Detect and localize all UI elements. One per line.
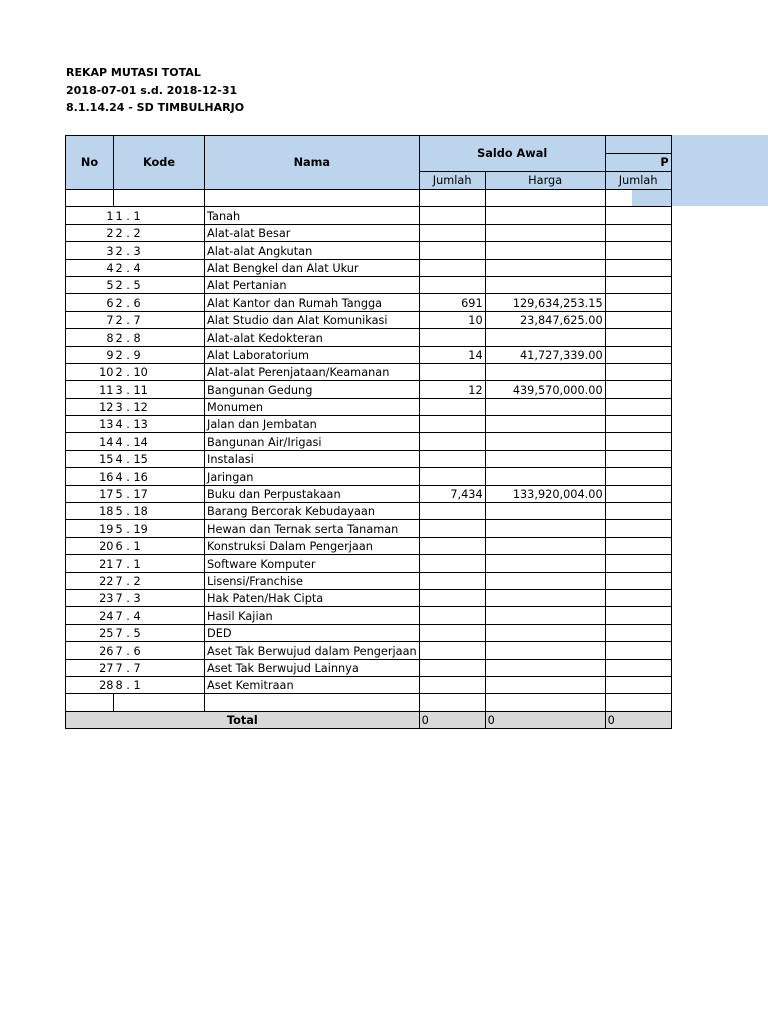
- row-no: 16: [66, 468, 114, 485]
- report-title: REKAP MUTASI TOTAL: [66, 66, 201, 79]
- row-kode: 5 . 17: [114, 485, 205, 502]
- total-row: [66, 711, 672, 728]
- row-nama: Jaringan: [205, 468, 420, 485]
- report-period: 2018-07-01 s.d. 2018-12-31: [66, 83, 238, 97]
- row-no: 27: [66, 659, 114, 676]
- row-no: 9: [66, 346, 114, 363]
- row-jumlah-2: [605, 589, 671, 606]
- row-no: 21: [66, 555, 114, 572]
- row-nama: Tanah: [205, 207, 420, 224]
- row-harga: 439,570,000.00: [485, 381, 605, 398]
- table-row: [66, 224, 672, 241]
- row-kode: 7 . 7: [114, 659, 205, 676]
- header-kode: Kode: [114, 136, 205, 190]
- row-jumlah: [419, 642, 485, 659]
- row-jumlah-2: [605, 311, 671, 328]
- table-row: [66, 207, 672, 224]
- row-harga: [485, 607, 605, 624]
- row-jumlah: [419, 224, 485, 241]
- table-row: [66, 589, 672, 606]
- row-jumlah-2: [605, 398, 671, 415]
- table-row: [66, 242, 672, 259]
- row-jumlah-2: [605, 242, 671, 259]
- row-nama: Aset Tak Berwujud dalam Pengerjaan: [205, 642, 420, 659]
- row-no: 15: [66, 450, 114, 467]
- row-no: 13: [66, 416, 114, 433]
- row-harga: [485, 416, 605, 433]
- row-kode: 4 . 16: [114, 468, 205, 485]
- row-no: 6: [66, 294, 114, 311]
- row-jumlah: [419, 503, 485, 520]
- row-kode: 4 . 14: [114, 433, 205, 450]
- row-jumlah: [419, 468, 485, 485]
- row-nama: DED: [205, 624, 420, 641]
- row-jumlah: [419, 433, 485, 450]
- row-no: 26: [66, 642, 114, 659]
- row-nama: Jalan dan Jembatan: [205, 416, 420, 433]
- row-no: 1: [66, 207, 114, 224]
- table-row: [66, 485, 672, 502]
- mutation-table: [65, 135, 672, 729]
- row-harga: [485, 503, 605, 520]
- row-nama: Buku dan Perpustakaan: [205, 485, 420, 502]
- row-nama: Software Komputer: [205, 555, 420, 572]
- row-harga: [485, 276, 605, 293]
- row-jumlah-2: [605, 520, 671, 537]
- row-jumlah-2: [605, 503, 671, 520]
- table-row: [66, 416, 672, 433]
- row-nama: Alat-alat Angkutan: [205, 242, 420, 259]
- row-jumlah-2: [605, 276, 671, 293]
- total-harga: 0: [485, 711, 605, 728]
- row-jumlah: [419, 416, 485, 433]
- table-row: [66, 572, 672, 589]
- header-saldo-awal: Saldo Awal: [419, 136, 605, 172]
- table-row: [66, 363, 672, 380]
- row-no: 2: [66, 224, 114, 241]
- row-nama: Barang Bercorak Kebudayaan: [205, 503, 420, 520]
- row-harga: 129,634,253.15: [485, 294, 605, 311]
- row-harga: [485, 624, 605, 641]
- row-jumlah-2: [605, 224, 671, 241]
- row-harga: [485, 207, 605, 224]
- row-jumlah: [419, 259, 485, 276]
- row-jumlah: [419, 589, 485, 606]
- row-nama: Alat-alat Kedokteran: [205, 329, 420, 346]
- row-jumlah-2: [605, 381, 671, 398]
- table-row: [66, 433, 672, 450]
- row-nama: Alat Bengkel dan Alat Ukur: [205, 259, 420, 276]
- table-row: [66, 259, 672, 276]
- blank-row: [66, 694, 672, 711]
- row-kode: 7 . 6: [114, 642, 205, 659]
- row-no: 12: [66, 398, 114, 415]
- row-no: 18: [66, 503, 114, 520]
- row-harga: [485, 329, 605, 346]
- header-nama: Nama: [205, 136, 420, 190]
- table-row: [66, 503, 672, 520]
- row-nama: Hak Paten/Hak Cipta: [205, 589, 420, 606]
- row-harga: 23,847,625.00: [485, 311, 605, 328]
- row-no: 5: [66, 276, 114, 293]
- row-harga: [485, 242, 605, 259]
- row-no: 22: [66, 572, 114, 589]
- table-row: [66, 450, 672, 467]
- row-nama: Bangunan Air/Irigasi: [205, 433, 420, 450]
- row-jumlah: [419, 207, 485, 224]
- report-unit: 8.1.14.24 - SD TIMBULHARJO: [66, 101, 245, 114]
- row-nama: Hasil Kajian: [205, 607, 420, 624]
- row-jumlah-2: [605, 450, 671, 467]
- row-kode: 7 . 4: [114, 607, 205, 624]
- row-jumlah: [419, 450, 485, 467]
- row-no: 24: [66, 607, 114, 624]
- table-row: [66, 398, 672, 415]
- table-row: [66, 537, 672, 554]
- row-jumlah: [419, 520, 485, 537]
- row-kode: 7 . 5: [114, 624, 205, 641]
- row-jumlah: [419, 607, 485, 624]
- table-row: [66, 346, 672, 363]
- row-jumlah: [419, 659, 485, 676]
- row-harga: [485, 676, 605, 693]
- row-kode: 2 . 3: [114, 242, 205, 259]
- row-kode: 7 . 2: [114, 572, 205, 589]
- table-row: [66, 659, 672, 676]
- table-row: [66, 642, 672, 659]
- blank-row: [66, 190, 672, 207]
- row-harga: [485, 224, 605, 241]
- row-no: 19: [66, 520, 114, 537]
- row-harga: 133,920,004.00: [485, 485, 605, 502]
- row-harga: 41,727,339.00: [485, 346, 605, 363]
- row-kode: 4 . 15: [114, 450, 205, 467]
- row-jumlah: [419, 537, 485, 554]
- row-jumlah-2: [605, 207, 671, 224]
- row-jumlah-2: [605, 555, 671, 572]
- total-jumlah-2: 0: [605, 711, 671, 728]
- row-jumlah: 7,434: [419, 485, 485, 502]
- row-harga: [485, 468, 605, 485]
- row-nama: Alat Laboratorium: [205, 346, 420, 363]
- row-no: 25: [66, 624, 114, 641]
- row-kode: 2 . 6: [114, 294, 205, 311]
- report-title-block: [66, 64, 244, 117]
- row-kode: 2 . 7: [114, 311, 205, 328]
- row-no: 3: [66, 242, 114, 259]
- row-nama: Aset Tak Berwujud Lainnya: [205, 659, 420, 676]
- row-jumlah: [419, 363, 485, 380]
- row-nama: Instalasi: [205, 450, 420, 467]
- row-jumlah: [419, 572, 485, 589]
- row-harga: [485, 555, 605, 572]
- row-jumlah-2: [605, 294, 671, 311]
- table-row: [66, 311, 672, 328]
- row-kode: 2 . 2: [114, 224, 205, 241]
- row-harga: [485, 433, 605, 450]
- row-kode: 2 . 8: [114, 329, 205, 346]
- row-nama: Bangunan Gedung: [205, 381, 420, 398]
- row-harga: [485, 520, 605, 537]
- header-harga: Harga: [485, 172, 605, 190]
- row-harga: [485, 398, 605, 415]
- row-kode: 5 . 18: [114, 503, 205, 520]
- row-kode: 7 . 1: [114, 555, 205, 572]
- row-nama: Monumen: [205, 398, 420, 415]
- row-jumlah: 691: [419, 294, 485, 311]
- table-row: [66, 555, 672, 572]
- row-jumlah-2: [605, 346, 671, 363]
- row-nama: Alat Studio dan Alat Komunikasi: [205, 311, 420, 328]
- row-nama: Alat-alat Perenjataan/Keamanan: [205, 363, 420, 380]
- row-kode: 2 . 5: [114, 276, 205, 293]
- row-jumlah-2: [605, 676, 671, 693]
- total-jumlah: 0: [419, 711, 485, 728]
- row-jumlah: [419, 329, 485, 346]
- row-jumlah: [419, 242, 485, 259]
- row-jumlah-2: [605, 572, 671, 589]
- row-harga: [485, 450, 605, 467]
- row-no: 28: [66, 676, 114, 693]
- header-mutation-partial: P: [605, 154, 671, 172]
- row-jumlah-2: [605, 329, 671, 346]
- row-jumlah-2: [605, 468, 671, 485]
- row-jumlah-2: [605, 259, 671, 276]
- row-jumlah-2: [605, 537, 671, 554]
- row-jumlah-2: [605, 624, 671, 641]
- header-mutation-top: [605, 136, 671, 154]
- table-row: [66, 294, 672, 311]
- row-harga: [485, 259, 605, 276]
- row-harga: [485, 572, 605, 589]
- row-kode: 6 . 1: [114, 537, 205, 554]
- row-no: 4: [66, 259, 114, 276]
- row-kode: 1 . 1: [114, 207, 205, 224]
- header-jumlah: Jumlah: [419, 172, 485, 190]
- table-row: [66, 624, 672, 641]
- row-nama: Alat-alat Besar: [205, 224, 420, 241]
- row-harga: [485, 537, 605, 554]
- row-no: 23: [66, 589, 114, 606]
- row-jumlah-2: [605, 485, 671, 502]
- row-kode: 2 . 10: [114, 363, 205, 380]
- row-nama: Lisensi/Franchise: [205, 572, 420, 589]
- row-jumlah: [419, 624, 485, 641]
- row-no: 7: [66, 311, 114, 328]
- header-no: No: [66, 136, 114, 190]
- row-no: 14: [66, 433, 114, 450]
- row-jumlah: [419, 398, 485, 415]
- row-no: 8: [66, 329, 114, 346]
- row-harga: [485, 642, 605, 659]
- row-jumlah-2: [605, 416, 671, 433]
- row-kode: 3 . 12: [114, 398, 205, 415]
- row-kode: 7 . 3: [114, 589, 205, 606]
- row-jumlah-2: [605, 642, 671, 659]
- table-row: [66, 520, 672, 537]
- row-jumlah: [419, 276, 485, 293]
- row-kode: 5 . 19: [114, 520, 205, 537]
- row-nama: Alat Pertanian: [205, 276, 420, 293]
- row-kode: 3 . 11: [114, 381, 205, 398]
- row-jumlah: 14: [419, 346, 485, 363]
- row-jumlah-2: [605, 607, 671, 624]
- row-jumlah-2: [605, 659, 671, 676]
- row-harga: [485, 659, 605, 676]
- table-row: [66, 276, 672, 293]
- row-harga: [485, 589, 605, 606]
- row-harga: [485, 363, 605, 380]
- table-row: [66, 607, 672, 624]
- row-no: 20: [66, 537, 114, 554]
- header-jumlah-2: Jumlah: [605, 172, 671, 190]
- row-kode: 2 . 9: [114, 346, 205, 363]
- row-jumlah: 12: [419, 381, 485, 398]
- table-row: [66, 329, 672, 346]
- row-nama: Alat Kantor dan Rumah Tangga: [205, 294, 420, 311]
- row-jumlah-2: [605, 433, 671, 450]
- row-kode: 4 . 13: [114, 416, 205, 433]
- row-kode: 2 . 4: [114, 259, 205, 276]
- table-row: [66, 676, 672, 693]
- table-row: [66, 468, 672, 485]
- row-nama: Hewan dan Ternak serta Tanaman: [205, 520, 420, 537]
- table-row: [66, 381, 672, 398]
- row-no: 10: [66, 363, 114, 380]
- row-no: 17: [66, 485, 114, 502]
- total-label: Total: [66, 711, 420, 728]
- row-nama: Konstruksi Dalam Pengerjaan: [205, 537, 420, 554]
- row-jumlah: [419, 555, 485, 572]
- row-no: 11: [66, 381, 114, 398]
- row-nama: Aset Kemitraan: [205, 676, 420, 693]
- row-jumlah: [419, 676, 485, 693]
- row-jumlah: 10: [419, 311, 485, 328]
- row-jumlah-2: [605, 363, 671, 380]
- row-kode: 8 . 1: [114, 676, 205, 693]
